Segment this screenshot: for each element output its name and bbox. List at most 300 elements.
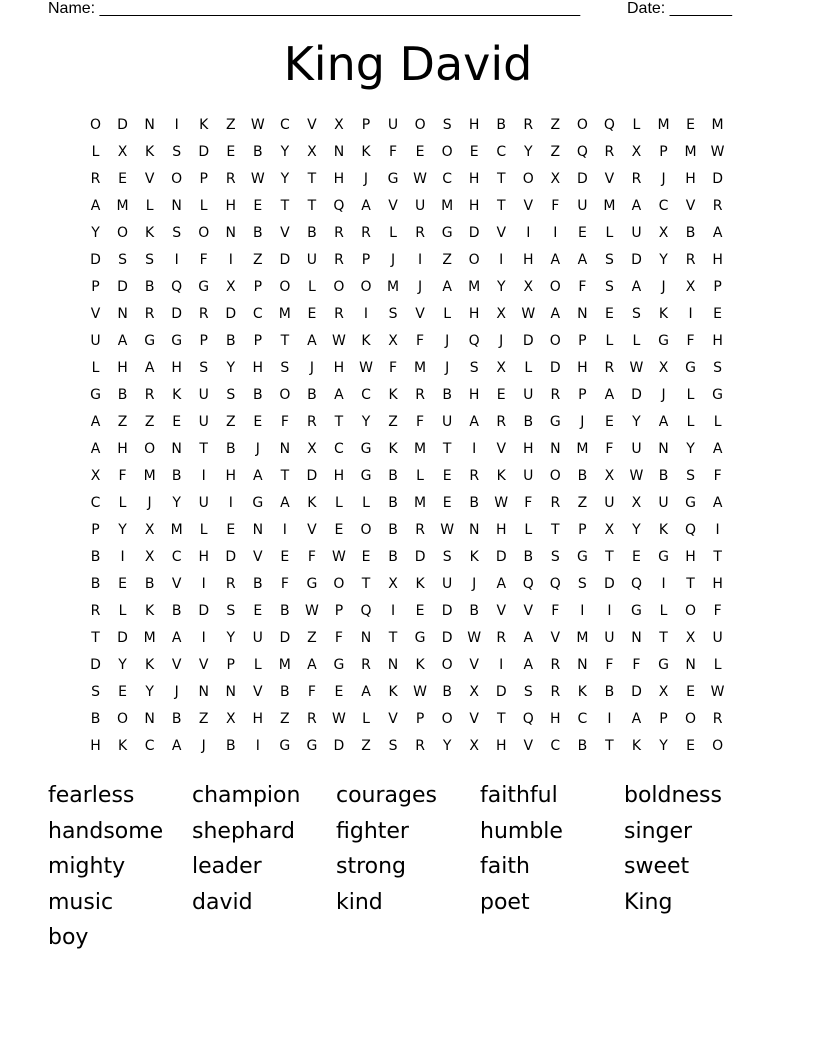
grid-letter[interactable]: A <box>307 332 317 349</box>
grid-letter[interactable]: V <box>523 737 534 754</box>
grid-letter[interactable]: A <box>280 494 290 511</box>
grid-letter[interactable]: T <box>496 170 506 187</box>
grid-letter[interactable]: J <box>661 170 666 187</box>
grid-letter[interactable]: U <box>631 224 642 241</box>
grid-letter[interactable]: I <box>363 305 369 322</box>
grid-letter[interactable]: T <box>199 440 208 457</box>
grid-letter[interactable]: F <box>334 629 343 646</box>
grid-letter[interactable]: A <box>712 494 723 511</box>
grid-letter[interactable]: I <box>201 467 206 484</box>
grid-letter[interactable]: I <box>580 602 585 619</box>
grid-letter[interactable]: H <box>225 467 237 484</box>
grid-letter[interactable]: B <box>90 548 101 565</box>
grid-letter[interactable]: H <box>468 116 480 133</box>
grid-letter[interactable]: P <box>713 278 722 295</box>
grid-letter[interactable]: W <box>710 683 725 700</box>
grid-letter[interactable]: G <box>171 332 183 349</box>
grid-letter[interactable]: O <box>117 710 129 727</box>
grid-letter[interactable]: E <box>226 521 236 538</box>
grid-letter[interactable]: B <box>604 683 615 700</box>
grid-letter[interactable]: M <box>657 116 670 133</box>
grid-letter[interactable]: G <box>387 170 399 187</box>
grid-letter[interactable]: N <box>198 683 209 700</box>
grid-letter[interactable]: L <box>632 332 641 349</box>
grid-letter[interactable]: V <box>523 602 534 619</box>
grid-letter[interactable]: L <box>713 413 722 430</box>
grid-letter[interactable]: G <box>306 737 318 754</box>
grid-letter[interactable]: E <box>496 386 506 403</box>
grid-letter[interactable]: A <box>90 197 101 214</box>
grid-letter[interactable]: R <box>712 710 723 727</box>
grid-letter[interactable]: N <box>577 656 588 673</box>
grid-letter[interactable]: V <box>307 116 317 133</box>
grid-letter[interactable]: U <box>387 116 399 133</box>
grid-letter[interactable]: Z <box>361 737 371 754</box>
grid-letter[interactable]: Z <box>253 251 263 268</box>
grid-letter[interactable]: D <box>225 548 237 565</box>
grid-letter[interactable]: E <box>253 413 263 430</box>
grid-letter[interactable]: P <box>659 710 668 727</box>
grid-letter[interactable]: V <box>550 629 561 646</box>
grid-letter[interactable]: E <box>713 305 723 322</box>
grid-letter[interactable]: Y <box>226 629 236 646</box>
grid-letter[interactable]: T <box>334 413 344 430</box>
grid-letter[interactable]: T <box>307 170 317 187</box>
grid-letter[interactable]: A <box>631 278 642 295</box>
grid-letter[interactable]: L <box>335 494 343 511</box>
grid-letter[interactable]: O <box>549 467 561 484</box>
grid-letter[interactable]: L <box>632 116 641 133</box>
grid-letter[interactable]: I <box>715 521 720 538</box>
grid-letter[interactable]: S <box>91 683 100 700</box>
grid-letter[interactable]: X <box>631 494 642 511</box>
grid-letter[interactable]: Y <box>118 521 127 538</box>
grid-letter[interactable]: Q <box>333 197 345 214</box>
grid-letter[interactable]: X <box>90 467 101 484</box>
grid-letter[interactable]: D <box>631 386 642 403</box>
grid-letter[interactable]: R <box>144 386 155 403</box>
grid-letter[interactable]: A <box>442 278 452 295</box>
grid-letter[interactable]: U <box>306 251 318 268</box>
grid-letter[interactable]: O <box>90 116 102 133</box>
grid-letter[interactable]: K <box>172 386 182 403</box>
grid-letter[interactable]: R <box>550 656 561 673</box>
grid-letter[interactable]: O <box>117 224 129 241</box>
grid-letter[interactable]: N <box>685 656 696 673</box>
grid-letter[interactable]: B <box>253 386 263 403</box>
grid-letter[interactable]: R <box>469 467 480 484</box>
grid-letter[interactable]: H <box>198 548 209 565</box>
grid-letter[interactable]: B <box>307 224 317 241</box>
grid-letter[interactable]: B <box>469 602 479 619</box>
grid-letter[interactable]: D <box>306 467 318 484</box>
grid-letter[interactable]: O <box>685 602 697 619</box>
grid-letter[interactable]: M <box>684 143 697 160</box>
grid-letter[interactable]: Z <box>225 413 236 430</box>
grid-letter[interactable]: Z <box>198 710 209 727</box>
grid-letter[interactable]: T <box>280 197 290 214</box>
grid-letter[interactable]: E <box>280 548 290 565</box>
grid-letter[interactable]: I <box>390 602 396 619</box>
grid-letter[interactable]: Y <box>632 413 641 430</box>
grid-letter[interactable]: W <box>304 602 319 619</box>
grid-letter[interactable]: R <box>631 170 642 187</box>
grid-letter[interactable]: B <box>280 602 290 619</box>
grid-letter[interactable]: U <box>198 413 209 430</box>
grid-letter[interactable]: A <box>361 683 371 700</box>
grid-letter[interactable]: X <box>117 143 128 160</box>
grid-letter[interactable]: Y <box>226 359 236 376</box>
grid-letter[interactable]: N <box>117 305 128 322</box>
grid-letter[interactable]: C <box>361 386 371 403</box>
grid-letter[interactable]: E <box>307 305 317 322</box>
grid-letter[interactable]: E <box>118 683 127 700</box>
grid-letter[interactable]: R <box>496 413 507 430</box>
grid-letter[interactable]: C <box>279 116 290 133</box>
grid-letter[interactable]: L <box>524 359 533 376</box>
date-field[interactable]: Date: _______ <box>627 0 732 17</box>
grid-letter[interactable]: T <box>361 575 371 592</box>
grid-letter[interactable]: E <box>686 683 695 700</box>
grid-letter[interactable]: V <box>496 224 507 241</box>
grid-letter[interactable]: D <box>198 602 210 619</box>
grid-letter[interactable]: N <box>171 197 182 214</box>
grid-letter[interactable]: A <box>90 440 101 457</box>
grid-letter[interactable]: X <box>334 116 344 133</box>
grid-letter[interactable]: U <box>523 386 534 403</box>
grid-letter[interactable]: O <box>279 278 291 295</box>
grid-letter[interactable]: I <box>174 251 179 268</box>
grid-letter[interactable]: R <box>415 737 425 754</box>
grid-letter[interactable]: X <box>550 170 561 187</box>
grid-letter[interactable]: Z <box>307 629 317 646</box>
grid-letter[interactable]: U <box>442 413 453 430</box>
grid-letter[interactable]: W <box>359 359 373 376</box>
grid-letter[interactable]: U <box>198 386 209 403</box>
grid-letter[interactable]: S <box>604 251 614 268</box>
grid-letter[interactable]: U <box>631 440 642 457</box>
grid-letter[interactable]: U <box>658 494 669 511</box>
grid-letter[interactable]: K <box>631 737 642 754</box>
grid-letter[interactable]: L <box>524 521 533 538</box>
grid-letter[interactable]: X <box>658 683 669 700</box>
grid-letter[interactable]: P <box>361 116 371 133</box>
grid-letter[interactable]: V <box>604 170 615 187</box>
grid-letter[interactable]: H <box>685 170 696 187</box>
grid-letter[interactable]: R <box>144 305 155 322</box>
grid-letter[interactable]: H <box>712 575 723 592</box>
grid-letter[interactable]: N <box>252 521 264 538</box>
grid-letter[interactable]: R <box>198 305 209 322</box>
grid-letter[interactable]: Z <box>280 710 290 727</box>
grid-letter[interactable]: H <box>468 305 480 322</box>
grid-letter[interactable]: K <box>388 683 398 700</box>
grid-letter[interactable]: F <box>389 143 398 160</box>
grid-letter[interactable]: G <box>360 440 372 457</box>
grid-letter[interactable]: Q <box>630 575 642 592</box>
grid-letter[interactable]: D <box>333 737 345 754</box>
grid-letter[interactable]: Z <box>117 413 128 430</box>
grid-letter[interactable]: R <box>334 251 344 268</box>
grid-letter[interactable]: E <box>253 197 263 214</box>
grid-letter[interactable]: K <box>361 143 371 160</box>
grid-letter[interactable]: V <box>685 197 696 214</box>
grid-letter[interactable]: D <box>117 629 128 646</box>
grid-letter[interactable]: E <box>226 143 236 160</box>
grid-letter[interactable]: X <box>604 521 615 538</box>
grid-letter[interactable]: V <box>469 710 479 727</box>
grid-letter[interactable]: J <box>580 413 585 430</box>
grid-letter[interactable]: X <box>631 143 642 160</box>
grid-letter[interactable]: Q <box>522 710 534 727</box>
grid-letter[interactable]: J <box>363 170 369 187</box>
grid-letter[interactable]: R <box>415 521 425 538</box>
grid-letter[interactable]: C <box>577 710 588 727</box>
grid-letter[interactable]: E <box>442 467 452 484</box>
grid-letter[interactable]: M <box>468 278 481 295</box>
grid-letter[interactable]: W <box>332 548 346 565</box>
grid-letter[interactable]: I <box>607 602 612 619</box>
grid-letter[interactable]: H <box>523 440 534 457</box>
grid-letter[interactable]: P <box>253 278 263 295</box>
grid-letter[interactable]: K <box>361 332 371 349</box>
grid-letter[interactable]: T <box>388 629 398 646</box>
grid-letter[interactable]: A <box>712 224 723 241</box>
grid-letter[interactable]: O <box>360 278 372 295</box>
grid-letter[interactable]: M <box>441 197 454 214</box>
grid-letter[interactable]: H <box>495 521 507 538</box>
grid-letter[interactable]: Y <box>145 683 154 700</box>
grid-letter[interactable]: B <box>388 521 398 538</box>
grid-letter[interactable]: K <box>145 602 155 619</box>
grid-letter[interactable]: X <box>225 278 236 295</box>
grid-letter[interactable]: U <box>442 575 453 592</box>
grid-letter[interactable]: X <box>523 278 534 295</box>
grid-letter[interactable]: B <box>523 413 534 430</box>
grid-letter[interactable]: R <box>361 224 371 241</box>
grid-letter[interactable]: F <box>280 413 289 430</box>
grid-letter[interactable]: J <box>418 278 423 295</box>
grid-letter[interactable]: B <box>280 683 290 700</box>
grid-letter[interactable]: B <box>253 143 263 160</box>
grid-letter[interactable]: X <box>658 224 669 241</box>
grid-letter[interactable]: E <box>686 116 695 133</box>
grid-letter[interactable]: K <box>117 737 128 754</box>
grid-letter[interactable]: B <box>225 737 236 754</box>
grid-letter[interactable]: L <box>416 467 424 484</box>
grid-letter[interactable]: B <box>523 548 534 565</box>
grid-letter[interactable]: D <box>441 629 453 646</box>
grid-letter[interactable]: K <box>145 143 155 160</box>
grid-letter[interactable]: E <box>118 170 127 187</box>
grid-letter[interactable]: P <box>199 170 208 187</box>
grid-letter[interactable]: Q <box>360 602 372 619</box>
grid-letter[interactable]: M <box>278 305 291 322</box>
grid-letter[interactable]: Q <box>171 278 183 295</box>
grid-letter[interactable]: S <box>713 359 723 376</box>
grid-letter[interactable]: W <box>250 116 265 133</box>
grid-letter[interactable]: K <box>658 521 669 538</box>
grid-letter[interactable]: Y <box>280 143 290 160</box>
grid-letter[interactable]: X <box>604 467 615 484</box>
grid-letter[interactable]: O <box>198 224 210 241</box>
grid-letter[interactable]: J <box>661 386 666 403</box>
grid-letter[interactable]: O <box>549 332 561 349</box>
grid-letter[interactable]: V <box>388 197 398 214</box>
grid-letter[interactable]: W <box>629 359 644 376</box>
grid-letter[interactable]: V <box>523 197 534 214</box>
grid-letter[interactable]: B <box>496 116 507 133</box>
grid-letter[interactable]: B <box>388 494 398 511</box>
grid-letter[interactable]: K <box>415 575 425 592</box>
grid-letter[interactable]: I <box>255 737 260 754</box>
grid-letter[interactable]: N <box>279 440 291 457</box>
grid-letter[interactable]: P <box>199 332 208 349</box>
grid-letter[interactable]: I <box>499 656 504 673</box>
grid-letter[interactable]: H <box>495 737 507 754</box>
grid-letter[interactable]: H <box>333 467 345 484</box>
grid-letter[interactable]: I <box>553 224 558 241</box>
grid-letter[interactable]: A <box>171 629 182 646</box>
grid-letter[interactable]: L <box>118 602 127 619</box>
grid-letter[interactable]: R <box>550 683 561 700</box>
grid-letter[interactable]: H <box>577 359 588 376</box>
grid-letter[interactable]: N <box>550 440 561 457</box>
grid-letter[interactable]: M <box>143 629 156 646</box>
grid-letter[interactable]: O <box>468 251 480 268</box>
grid-letter[interactable]: J <box>309 359 314 376</box>
grid-letter[interactable]: A <box>631 197 642 214</box>
grid-letter[interactable]: H <box>90 737 101 754</box>
grid-letter[interactable]: X <box>388 332 398 349</box>
grid-letter[interactable]: P <box>226 656 235 673</box>
grid-letter[interactable]: E <box>118 575 127 592</box>
grid-letter[interactable]: O <box>333 278 345 295</box>
grid-letter[interactable]: Y <box>442 737 452 754</box>
grid-letter[interactable]: N <box>360 629 372 646</box>
grid-letter[interactable]: L <box>118 494 127 511</box>
grid-letter[interactable]: F <box>307 683 316 700</box>
grid-letter[interactable]: K <box>199 116 209 133</box>
grid-letter[interactable]: H <box>252 710 264 727</box>
grid-letter[interactable]: F <box>713 467 722 484</box>
grid-letter[interactable]: T <box>713 548 722 565</box>
grid-letter[interactable]: U <box>712 629 723 646</box>
grid-letter[interactable]: C <box>550 737 561 754</box>
grid-letter[interactable]: K <box>388 386 398 403</box>
grid-letter[interactable]: R <box>550 386 561 403</box>
grid-letter[interactable]: L <box>91 359 100 376</box>
grid-letter[interactable]: G <box>360 467 372 484</box>
grid-letter[interactable]: P <box>91 521 100 538</box>
grid-letter[interactable]: R <box>90 170 101 187</box>
grid-letter[interactable]: P <box>415 710 425 727</box>
grid-letter[interactable]: N <box>577 305 588 322</box>
grid-letter[interactable]: J <box>499 332 504 349</box>
grid-letter[interactable]: F <box>632 656 641 673</box>
grid-letter[interactable]: T <box>496 710 506 727</box>
grid-letter[interactable]: F <box>578 278 587 295</box>
grid-letter[interactable]: G <box>685 494 696 511</box>
grid-letter[interactable]: K <box>415 656 425 673</box>
grid-letter[interactable]: L <box>659 602 668 619</box>
grid-letter[interactable]: T <box>551 521 560 538</box>
grid-letter[interactable]: V <box>496 440 507 457</box>
grid-letter[interactable]: Y <box>659 737 668 754</box>
grid-letter[interactable]: Z <box>550 143 561 160</box>
grid-letter[interactable]: S <box>550 548 560 565</box>
grid-letter[interactable]: B <box>171 710 182 727</box>
grid-letter[interactable]: C <box>334 440 344 457</box>
grid-letter[interactable]: F <box>686 332 695 349</box>
grid-letter[interactable]: B <box>90 710 101 727</box>
grid-letter[interactable]: F <box>713 602 722 619</box>
grid-letter[interactable]: V <box>496 602 507 619</box>
grid-letter[interactable]: N <box>144 116 155 133</box>
grid-letter[interactable]: G <box>90 386 101 403</box>
grid-letter[interactable]: H <box>468 197 480 214</box>
grid-letter[interactable]: P <box>91 278 100 295</box>
grid-letter[interactable]: K <box>388 440 398 457</box>
grid-letter[interactable]: Y <box>91 224 100 241</box>
grid-letter[interactable]: A <box>361 197 371 214</box>
grid-letter[interactable]: B <box>442 386 452 403</box>
grid-letter[interactable]: V <box>171 575 182 592</box>
grid-letter[interactable]: L <box>605 332 614 349</box>
grid-letter[interactable]: P <box>659 143 668 160</box>
grid-letter[interactable]: C <box>171 548 182 565</box>
grid-letter[interactable]: S <box>577 575 587 592</box>
grid-letter[interactable]: R <box>496 629 507 646</box>
grid-letter[interactable]: G <box>198 278 210 295</box>
grid-letter[interactable]: X <box>144 521 155 538</box>
grid-letter[interactable]: O <box>712 737 724 754</box>
grid-letter[interactable]: W <box>332 710 346 727</box>
grid-letter[interactable]: N <box>631 629 642 646</box>
grid-letter[interactable]: O <box>522 170 534 187</box>
grid-letter[interactable]: N <box>171 440 182 457</box>
grid-letter[interactable]: Z <box>144 413 155 430</box>
grid-letter[interactable]: F <box>416 413 425 430</box>
grid-letter[interactable]: L <box>307 278 316 295</box>
grid-letter[interactable]: I <box>661 575 666 592</box>
grid-letter[interactable]: T <box>605 548 614 565</box>
grid-letter[interactable]: Y <box>659 251 668 268</box>
grid-letter[interactable]: G <box>576 548 588 565</box>
grid-letter[interactable]: T <box>280 467 290 484</box>
grid-letter[interactable]: H <box>225 197 237 214</box>
grid-letter[interactable]: M <box>386 278 400 295</box>
grid-letter[interactable]: K <box>307 494 317 511</box>
grid-letter[interactable]: H <box>252 359 264 376</box>
grid-letter[interactable]: Z <box>442 251 452 268</box>
grid-letter[interactable]: I <box>282 521 287 538</box>
grid-letter[interactable]: D <box>171 305 183 322</box>
grid-letter[interactable]: T <box>496 197 506 214</box>
grid-letter[interactable]: G <box>414 629 426 646</box>
grid-letter[interactable]: P <box>253 332 263 349</box>
grid-letter[interactable]: F <box>551 602 560 619</box>
grid-letter[interactable]: D <box>117 278 128 295</box>
grid-letter[interactable]: H <box>468 170 480 187</box>
grid-letter[interactable]: M <box>414 440 427 457</box>
grid-letter[interactable]: E <box>172 413 182 430</box>
grid-letter[interactable]: B <box>577 467 588 484</box>
grid-letter[interactable]: B <box>90 575 101 592</box>
grid-letter[interactable]: L <box>91 143 100 160</box>
grid-letter[interactable]: B <box>388 548 398 565</box>
grid-letter[interactable]: B <box>442 683 452 700</box>
